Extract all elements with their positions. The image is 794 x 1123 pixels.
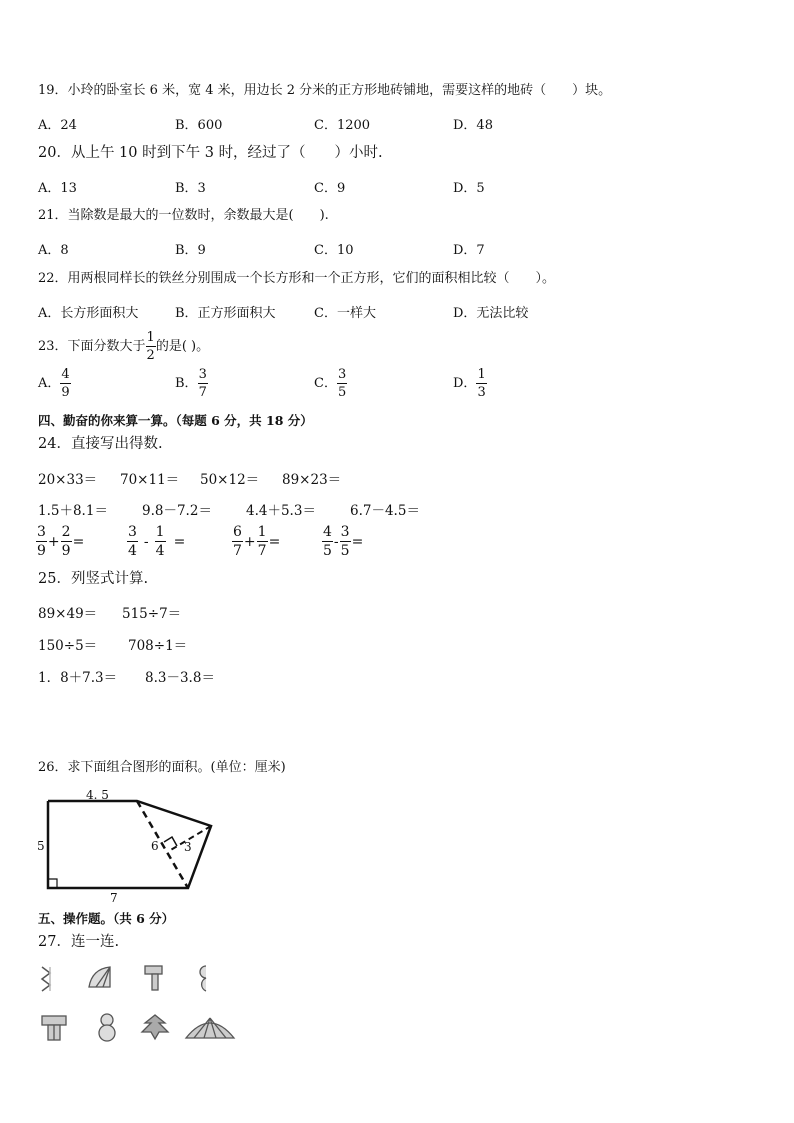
q21-option-c[interactable]: C．10 <box>314 243 354 258</box>
q25-item: 708÷1＝ <box>128 638 188 654</box>
q21-option-a[interactable]: A．8 <box>38 243 69 258</box>
q24-r1-item: 89×23＝ <box>282 472 342 488</box>
fraction-numerator: 1 <box>146 330 155 345</box>
q19-option-d[interactable]: D．48 <box>453 118 493 133</box>
fraction-numerator: 3 <box>337 367 347 382</box>
option-label: A． <box>38 376 61 391</box>
q20-option-c[interactable]: C．9 <box>314 181 346 196</box>
equals-sign: = <box>72 533 85 550</box>
q26-title: 26．求下面组合图形的面积。(单位：厘米) <box>38 760 286 775</box>
corner-right-angle-mark <box>48 879 57 888</box>
fraction-numerator: 1 <box>477 367 486 382</box>
q21-option-b[interactable]: B．9 <box>175 243 206 258</box>
fraction-denominator: 7 <box>198 385 207 400</box>
q19-option-a[interactable]: A．24 <box>38 118 77 133</box>
q24-r1-item: 20×33＝ <box>38 472 98 488</box>
q19-option-b[interactable]: B．600 <box>175 118 223 133</box>
fraction-numerator: 1 <box>155 524 165 540</box>
q19-option-c[interactable]: C．1200 <box>314 118 371 133</box>
q23-stem-prefix: 23．下面分数大于 <box>38 339 146 354</box>
fraction-denominator: 5 <box>340 543 350 559</box>
fraction-denominator: 4 <box>155 543 165 559</box>
q22-option-a[interactable]: A．长方形面积大 <box>38 306 139 321</box>
label-left: 5 <box>37 839 45 853</box>
label-height: 3 <box>184 840 192 854</box>
right-angle-mark <box>164 837 177 846</box>
fraction-numerator: 3 <box>198 367 207 382</box>
option-label: D． <box>453 376 477 391</box>
q23-stem-suffix: 的是( )。 <box>155 339 210 354</box>
q24-title: 24．直接写出得数. <box>38 436 163 452</box>
q24-r2-item: 6.7－4.5＝ <box>350 503 420 519</box>
half-tree-icon[interactable] <box>38 963 62 993</box>
q24-r2-item: 9.8－7.2＝ <box>142 503 212 519</box>
q24-r2-item: 1.5＋8.1＝ <box>38 503 108 519</box>
umbrella-icon[interactable] <box>184 1014 236 1042</box>
q25-title: 25．列竖式计算. <box>38 571 149 587</box>
q20-stem: 20．从上午 10 时到下午 3 时，经过了（ ）小时. <box>38 145 383 161</box>
equals-sign: = <box>173 533 186 550</box>
half-gourd-icon[interactable] <box>196 963 212 993</box>
q22-option-d[interactable]: D．无法比较 <box>453 306 529 321</box>
fraction-denominator: 9 <box>61 543 71 559</box>
fraction-numerator: 4 <box>323 524 332 540</box>
q21-stem: 21．当除数是最大的一位数时，余数最大是( ). <box>38 208 329 223</box>
fraction-denominator: 5 <box>337 385 347 400</box>
label-top: 4. 5 <box>86 788 109 802</box>
fraction-numerator: 3 <box>340 524 350 540</box>
fraction-numerator: 3 <box>128 524 137 540</box>
q25-item: 89×49＝ <box>38 606 98 622</box>
label-diag: 6 <box>151 839 159 853</box>
fraction-denominator: 7 <box>233 543 242 559</box>
label-bottom: 7 <box>110 891 118 905</box>
operator: + <box>47 533 60 550</box>
tree-icon[interactable] <box>140 1013 170 1041</box>
q27-title: 27．连一连. <box>38 934 120 950</box>
operator: - <box>333 533 339 550</box>
q25-item: 1．8＋7.3＝ <box>38 670 118 686</box>
q22-stem: 22．用两根同样长的铁丝分别围成一个长方形和一个正方形，它们的面积相比较（ ）。 <box>38 271 556 286</box>
operator: - <box>143 533 149 550</box>
fraction-denominator: 4 <box>128 543 137 559</box>
q25-item: 8.3－3.8＝ <box>145 670 215 686</box>
operator: + <box>243 533 256 550</box>
section-5-heading: 五、操作题。（共 6 分） <box>38 911 175 926</box>
q20-option-b[interactable]: B．3 <box>175 181 206 196</box>
fraction-denominator: 7 <box>257 543 267 559</box>
q24-r1-item: 70×11＝ <box>120 472 180 488</box>
equals-sign: = <box>351 533 364 550</box>
q21-option-d[interactable]: D．7 <box>453 243 485 258</box>
q24-r1-item: 50×12＝ <box>200 472 260 488</box>
fraction-denominator: 5 <box>323 543 332 559</box>
q22-option-b[interactable]: B．正方形面积大 <box>175 306 276 321</box>
equals-sign: = <box>268 533 281 550</box>
q20-option-a[interactable]: A．13 <box>38 181 77 196</box>
fraction-denominator: 9 <box>37 543 46 559</box>
fraction-numerator: 4 <box>61 367 70 382</box>
half-lamp-icon[interactable] <box>142 963 166 993</box>
house-icon[interactable] <box>40 1012 68 1042</box>
section-4-heading: 四、勤奋的你来算一算。（每题 6 分，共 18 分） <box>38 413 313 428</box>
q19-stem: 19．小玲的卧室长 6 米，宽 4 米，用边长 2 分米的正方形地砖铺地，需要这样的地砖（ ）块。 <box>38 83 612 98</box>
q25-item: 150÷5＝ <box>38 638 98 654</box>
q24-r2-item: 4.4＋5.3＝ <box>246 503 316 519</box>
fraction-denominator: 2 <box>146 348 155 363</box>
half-umbrella-icon[interactable] <box>86 963 114 991</box>
fraction-numerator: 6 <box>233 524 242 540</box>
fraction-numerator: 2 <box>61 524 71 540</box>
fraction-numerator: 1 <box>257 524 267 540</box>
option-label: B． <box>175 376 198 391</box>
fraction-denominator: 9 <box>61 385 70 400</box>
q20-option-d[interactable]: D．5 <box>453 181 485 196</box>
q22-option-c[interactable]: C．一样大 <box>314 306 376 321</box>
gourd-icon[interactable] <box>95 1011 119 1043</box>
q25-item: 515÷7＝ <box>122 606 182 622</box>
fraction-denominator: 3 <box>477 385 486 400</box>
option-label: C． <box>314 376 337 391</box>
fraction-numerator: 3 <box>37 524 46 540</box>
